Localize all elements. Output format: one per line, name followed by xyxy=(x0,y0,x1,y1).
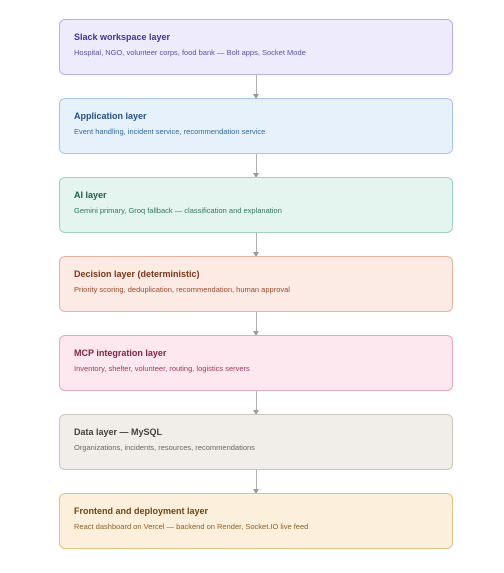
layer-ai xyxy=(59,177,453,233)
arrow-connector xyxy=(256,75,257,98)
layer-description: Gemini primary, Groq fallback — classification and explanation xyxy=(74,206,282,215)
layer-description: Hospital, NGO, volunteer corps, food bank — Bolt apps, Socket Mode xyxy=(74,48,306,57)
arrow-connector xyxy=(256,391,257,414)
layer-title: Slack workspace layer xyxy=(74,32,171,42)
layer-data xyxy=(59,414,453,470)
arrow-connector xyxy=(256,312,257,335)
layer-description: Organizations, incidents, resources, recommendations xyxy=(74,443,255,452)
layer-title: Frontend and deployment layer xyxy=(74,506,209,516)
arrow-connector xyxy=(256,470,257,493)
layer-description: Priority scoring, deduplication, recommendation, human approval xyxy=(74,285,290,294)
layer-decision xyxy=(59,256,453,312)
layer-frontend-deployment xyxy=(59,493,453,549)
layer-description: Event handling, incident service, recommendation service xyxy=(74,127,266,136)
layer-title: Application layer xyxy=(74,111,147,121)
layer-slack-workspace xyxy=(59,19,453,75)
layer-mcp-integration xyxy=(59,335,453,391)
arrow-connector xyxy=(256,233,257,256)
layer-title: Decision layer (deterministic) xyxy=(74,269,200,279)
layer-application xyxy=(59,98,453,154)
arrow-connector xyxy=(256,154,257,177)
layer-title: AI layer xyxy=(74,190,107,200)
layer-title: Data layer — MySQL xyxy=(74,427,163,437)
layer-title: MCP integration layer xyxy=(74,348,167,358)
layer-description: Inventory, shelter, volunteer, routing, logistics servers xyxy=(74,364,250,373)
layer-description: React dashboard on Vercel — backend on Render, Socket.IO live feed xyxy=(74,522,309,531)
